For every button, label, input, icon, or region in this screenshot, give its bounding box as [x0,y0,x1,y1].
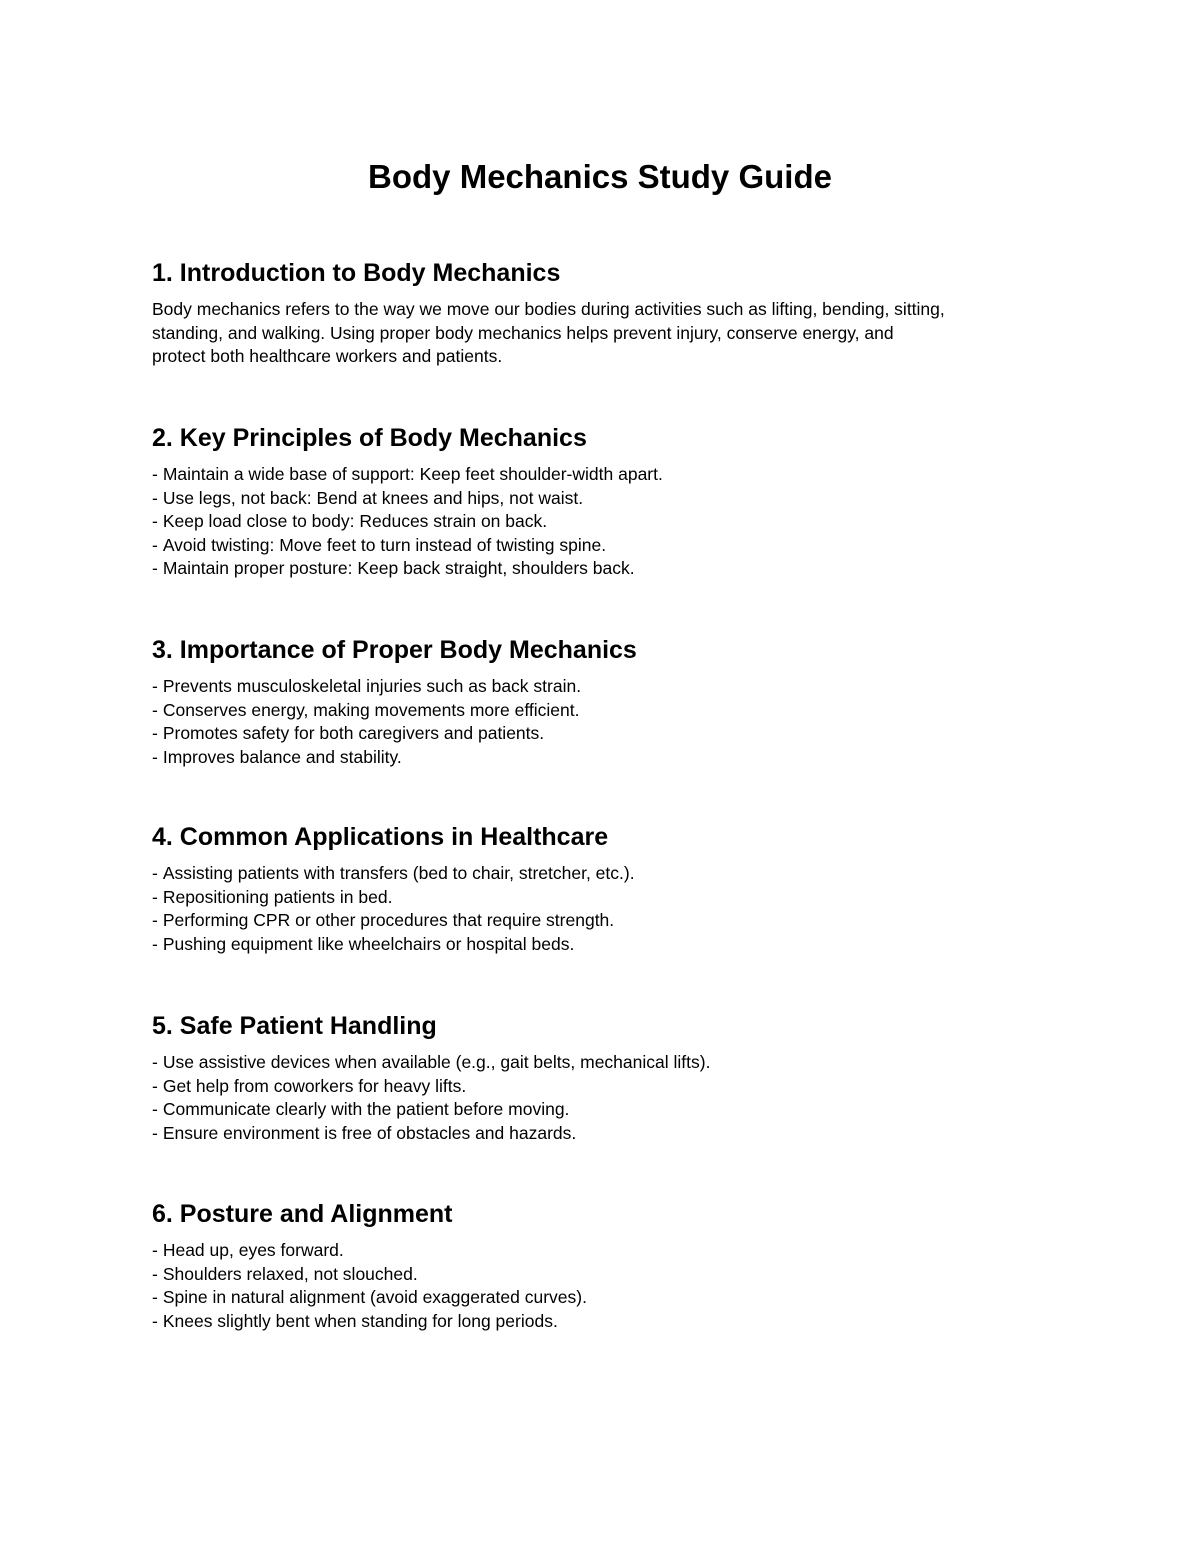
list-item [152,1286,1072,1310]
list-item-text: Improves balance and stability. [162,746,402,767]
dash-marker: - [152,1099,158,1119]
list-item-text: Shoulders relaxed, not slouched. [162,1263,418,1284]
paragraph-line: protect both healthcare workers and patients. [152,346,503,366]
section-common-applications [152,820,1072,956]
list-item [152,886,1072,910]
list-item-text: Keep load close to body: Reduces strain on back. [162,511,548,531]
list-item [152,1122,1072,1146]
list-item [152,933,1072,957]
section-heading: 5. Safe Patient Handling [152,1012,437,1040]
section-heading: 6. Posture and Alignment [152,1200,453,1228]
bullet-list [152,463,1072,581]
section-heading: 1. Introduction to Body Mechanics [152,259,561,287]
list-item-text: Prevents musculoskeletal injuries such as back strain. [162,676,582,696]
list-item-text: Performing CPR or other procedures that require strength. [162,910,615,930]
list-item [152,699,1072,723]
dash-marker: - [152,464,158,484]
list-item-text: Knees slightly bent when standing for long periods. [162,1310,558,1331]
list-item-text: Avoid twisting: Move feet to turn instead of twisting spine. [162,534,607,555]
dash-marker: - [152,676,158,696]
dash-marker: - [152,487,158,508]
dash-marker: - [152,933,158,954]
list-item [152,1263,1072,1287]
list-item-text: Head up, eyes forward. [162,1240,344,1260]
section-posture-alignment [152,1197,1072,1333]
section-safe-patient-handling [152,1009,1072,1145]
paragraph-line: Body mechanics refers to the way we move our bodies during activities such as lifting, bending, sitting, [152,299,945,319]
list-item-text: Pushing equipment like wheelchairs or hospital beds. [162,933,575,954]
list-item [152,557,1072,581]
section-key-principles [152,421,1072,581]
list-item-text: Conserves energy, making movements more efficient. [162,699,580,720]
list-item [152,1310,1072,1334]
list-item-text: Maintain a wide base of support: Keep feet shoulder-width apart. [162,464,663,484]
list-item-text: Ensure environment is free of obstacles and hazards. [162,1122,577,1143]
list-item [152,909,1072,933]
dash-marker: - [152,886,158,907]
document-title: Body Mechanics Study Guide [368,158,832,195]
list-item [152,1239,1072,1263]
list-item [152,675,1072,699]
list-item [152,722,1072,746]
list-item [152,534,1072,558]
list-item [152,1051,1072,1075]
section-body [152,1051,1072,1145]
paragraph-line: standing, and walking. Using proper body mechanics helps prevent injury, conserve energy, and [152,322,894,343]
list-item-text: Promotes safety for both caregivers and patients. [162,723,545,743]
list-item-text: Use legs, not back: Bend at knees and hips, not waist. [162,487,584,508]
dash-marker: - [152,863,158,883]
list-item [152,746,1072,770]
list-item-text: Assisting patients with transfers (bed to chair, stretcher, etc.). [162,863,635,883]
list-item [152,487,1072,511]
section-heading: 4. Common Applications in Healthcare [152,823,609,851]
list-item [152,463,1072,487]
list-item-text: Use assistive devices when available (e.g., gait belts, mechanical lifts). [162,1052,711,1072]
section-importance [152,633,1072,769]
dash-marker: - [152,1052,158,1072]
bullet-list [152,862,1072,956]
section-introduction [152,256,1072,369]
section-heading: 3. Importance of Proper Body Mechanics [152,636,637,664]
dash-marker: - [152,1075,158,1096]
list-item-text: Communicate clearly with the patient before moving. [162,1099,570,1119]
dash-marker: - [152,1122,158,1143]
dash-marker: - [152,746,158,767]
section-heading: 2. Key Principles of Body Mechanics [152,424,587,452]
section-body [152,862,1072,956]
bullet-list [152,1051,1072,1145]
section-body [152,463,1072,581]
list-item-text: Get help from coworkers for heavy lifts. [162,1075,467,1096]
list-item-text: Repositioning patients in bed. [162,886,393,907]
dash-marker: - [152,558,158,578]
dash-marker: - [152,699,158,720]
dash-marker: - [152,723,158,743]
dash-marker: - [152,1240,158,1260]
dash-marker: - [152,1310,158,1331]
dash-marker: - [152,1263,158,1284]
section-body [152,675,1072,769]
dash-marker: - [152,511,158,531]
list-item [152,1098,1072,1122]
dash-marker: - [152,534,158,555]
list-item-text: Spine in natural alignment (avoid exaggerated curves). [162,1287,587,1307]
section-body [152,298,1072,369]
list-item-text: Maintain proper posture: Keep back straight, shoulders back. [162,558,635,578]
bullet-list [152,1239,1072,1333]
dash-marker: - [152,910,158,930]
list-item [152,1075,1072,1099]
section-body [152,1239,1072,1333]
list-item [152,862,1072,886]
dash-marker: - [152,1287,158,1307]
list-item [152,510,1072,534]
bullet-list [152,675,1072,769]
